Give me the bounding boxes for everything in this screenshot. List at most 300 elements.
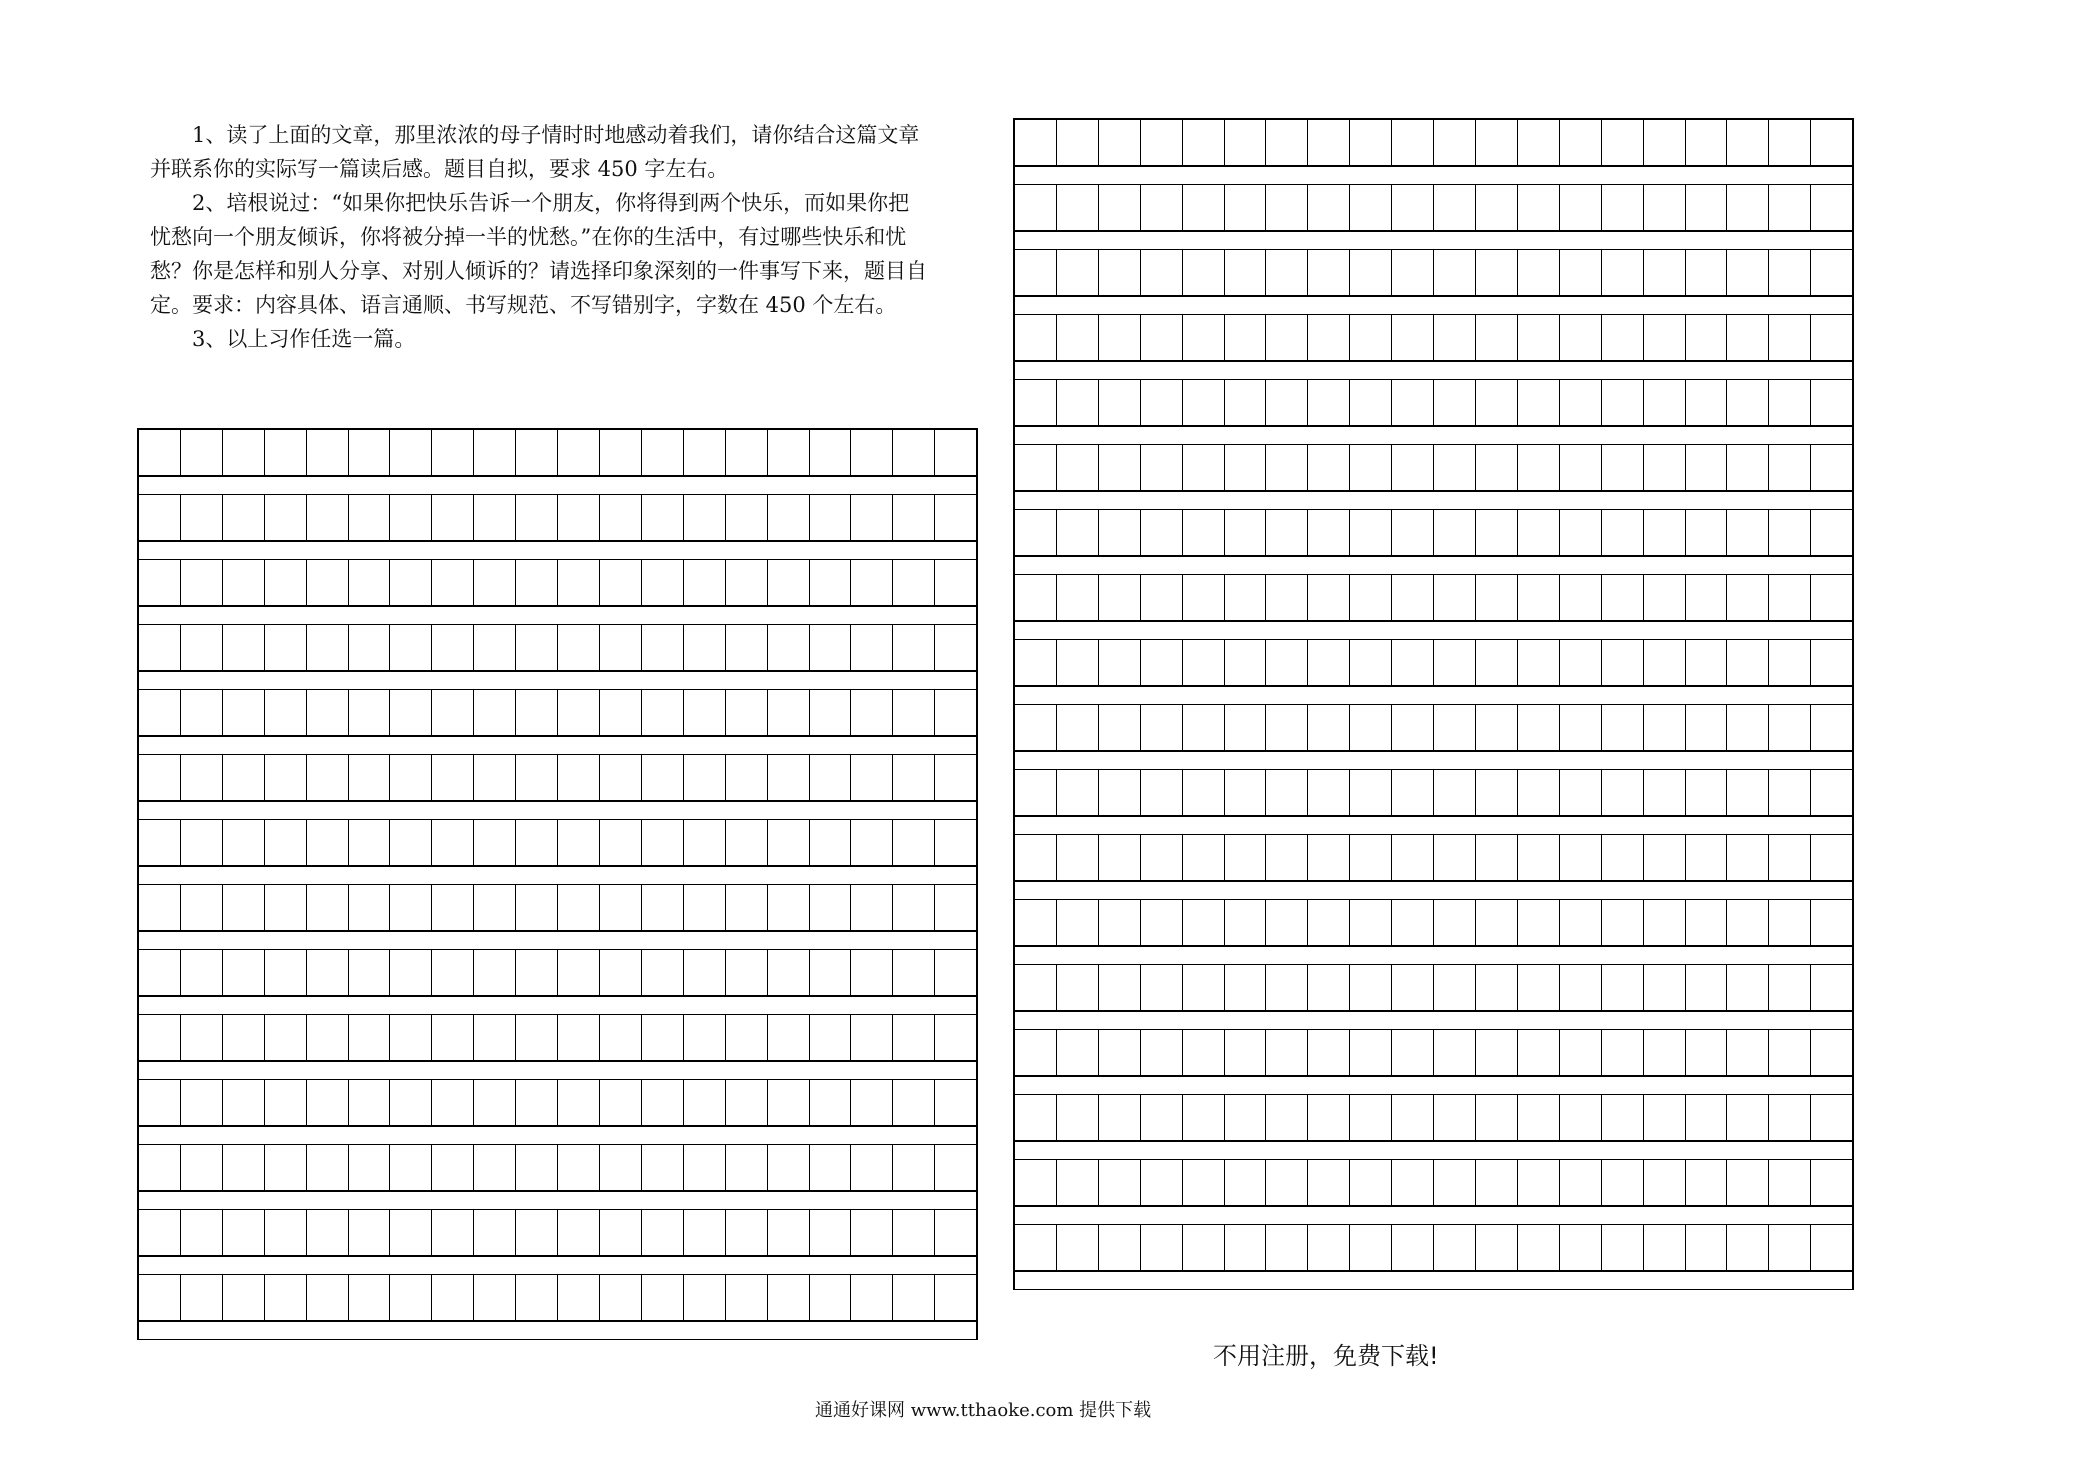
grid-cell[interactable] (1476, 445, 1518, 491)
grid-cell[interactable] (139, 1015, 181, 1061)
grid-cell[interactable] (1518, 835, 1560, 881)
grid-cell[interactable] (558, 560, 600, 606)
grid-cell[interactable] (1560, 1160, 1602, 1206)
grid-cell[interactable] (1350, 900, 1392, 946)
grid-cell[interactable] (1644, 1095, 1686, 1141)
grid-cell[interactable] (851, 885, 893, 931)
grid-cell[interactable] (307, 950, 349, 996)
grid-cell[interactable] (474, 560, 516, 606)
grid-cell[interactable] (1727, 575, 1769, 621)
grid-cell[interactable] (1392, 965, 1434, 1011)
grid-cell[interactable] (1811, 1030, 1852, 1076)
grid-cell[interactable] (223, 885, 265, 931)
grid-cell[interactable] (684, 625, 726, 671)
grid-cell[interactable] (432, 430, 474, 476)
grid-cell[interactable] (307, 625, 349, 671)
grid-cell[interactable] (558, 885, 600, 931)
grid-cell[interactable] (1057, 250, 1099, 296)
grid-cell[interactable] (349, 690, 391, 736)
grid-cell[interactable] (558, 625, 600, 671)
grid-cell[interactable] (223, 1015, 265, 1061)
grid-cell[interactable] (139, 885, 181, 931)
grid-cell[interactable] (684, 755, 726, 801)
grid-cell[interactable] (600, 755, 642, 801)
grid-cell[interactable] (516, 495, 558, 541)
grid-cell[interactable] (1602, 120, 1644, 166)
grid-cell[interactable] (139, 1145, 181, 1191)
grid-cell[interactable] (1183, 770, 1225, 816)
grid-cell[interactable] (1392, 1225, 1434, 1271)
grid-cell[interactable] (1434, 1225, 1476, 1271)
grid-cell[interactable] (1057, 900, 1099, 946)
grid-cell[interactable] (684, 1145, 726, 1191)
grid-cell[interactable] (1518, 1030, 1560, 1076)
grid-cell[interactable] (1644, 380, 1686, 426)
grid-cell[interactable] (851, 560, 893, 606)
grid-cell[interactable] (810, 950, 852, 996)
grid-cell[interactable] (516, 885, 558, 931)
grid-cell[interactable] (558, 1015, 600, 1061)
grid-cell[interactable] (1560, 380, 1602, 426)
grid-cell[interactable] (1392, 185, 1434, 231)
grid-cell[interactable] (1057, 445, 1099, 491)
grid-cell[interactable] (474, 885, 516, 931)
grid-cell[interactable] (726, 1015, 768, 1061)
grid-cell[interactable] (1225, 835, 1267, 881)
grid-cell[interactable] (432, 690, 474, 736)
grid-cell[interactable] (1350, 1225, 1392, 1271)
grid-cell[interactable] (474, 495, 516, 541)
grid-cell[interactable] (1266, 1160, 1308, 1206)
grid-cell[interactable] (1686, 835, 1728, 881)
grid-cell[interactable] (1015, 1030, 1057, 1076)
grid-cell[interactable] (726, 690, 768, 736)
grid-cell[interactable] (1476, 185, 1518, 231)
grid-cell[interactable] (139, 495, 181, 541)
grid-cell[interactable] (1225, 900, 1267, 946)
grid-cell[interactable] (1266, 835, 1308, 881)
grid-cell[interactable] (1769, 185, 1811, 231)
grid-cell[interactable] (558, 950, 600, 996)
grid-cell[interactable] (1350, 510, 1392, 556)
grid-cell[interactable] (1811, 965, 1852, 1011)
grid-cell[interactable] (1225, 1160, 1267, 1206)
grid-cell[interactable] (1141, 965, 1183, 1011)
grid-cell[interactable] (600, 950, 642, 996)
grid-cell[interactable] (181, 625, 223, 671)
grid-cell[interactable] (1225, 770, 1267, 816)
grid-cell[interactable] (1141, 1225, 1183, 1271)
grid-cell[interactable] (1811, 770, 1852, 816)
grid-cell[interactable] (1350, 445, 1392, 491)
grid-cell[interactable] (1183, 1160, 1225, 1206)
grid-cell[interactable] (265, 625, 307, 671)
grid-cell[interactable] (516, 950, 558, 996)
grid-cell[interactable] (139, 820, 181, 866)
grid-cell[interactable] (1141, 1030, 1183, 1076)
grid-cell[interactable] (307, 560, 349, 606)
grid-cell[interactable] (1434, 835, 1476, 881)
grid-cell[interactable] (1183, 315, 1225, 361)
grid-cell[interactable] (1476, 640, 1518, 686)
grid-cell[interactable] (265, 820, 307, 866)
grid-cell[interactable] (1015, 640, 1057, 686)
grid-cell[interactable] (390, 1080, 432, 1126)
grid-cell[interactable] (139, 1210, 181, 1256)
grid-cell[interactable] (1602, 640, 1644, 686)
grid-cell[interactable] (893, 950, 935, 996)
grid-cell[interactable] (642, 690, 684, 736)
grid-cell[interactable] (1141, 575, 1183, 621)
grid-cell[interactable] (432, 560, 474, 606)
grid-cell[interactable] (139, 560, 181, 606)
grid-cell[interactable] (1434, 770, 1476, 816)
grid-cell[interactable] (1141, 120, 1183, 166)
grid-cell[interactable] (1225, 1095, 1267, 1141)
grid-cell[interactable] (768, 1275, 810, 1321)
grid-cell[interactable] (349, 820, 391, 866)
grid-cell[interactable] (1727, 965, 1769, 1011)
grid-cell[interactable] (1686, 965, 1728, 1011)
grid-cell[interactable] (726, 885, 768, 931)
grid-cell[interactable] (265, 950, 307, 996)
grid-cell[interactable] (1727, 1095, 1769, 1141)
grid-cell[interactable] (1266, 900, 1308, 946)
grid-cell[interactable] (1811, 1225, 1852, 1271)
grid-cell[interactable] (181, 430, 223, 476)
grid-cell[interactable] (935, 1275, 976, 1321)
grid-cell[interactable] (1015, 1160, 1057, 1206)
grid-cell[interactable] (139, 950, 181, 996)
grid-cell[interactable] (1560, 900, 1602, 946)
grid-cell[interactable] (1057, 705, 1099, 751)
grid-cell[interactable] (390, 495, 432, 541)
grid-cell[interactable] (642, 1275, 684, 1321)
grid-cell[interactable] (1434, 705, 1476, 751)
grid-cell[interactable] (1183, 380, 1225, 426)
grid-cell[interactable] (1602, 185, 1644, 231)
grid-cell[interactable] (893, 495, 935, 541)
grid-cell[interactable] (1644, 770, 1686, 816)
grid-cell[interactable] (1811, 1160, 1852, 1206)
grid-cell[interactable] (642, 1015, 684, 1061)
grid-cell[interactable] (893, 1015, 935, 1061)
grid-cell[interactable] (1308, 1160, 1350, 1206)
grid-cell[interactable] (1727, 510, 1769, 556)
grid-cell[interactable] (684, 950, 726, 996)
grid-cell[interactable] (1769, 705, 1811, 751)
grid-cell[interactable] (265, 885, 307, 931)
grid-cell[interactable] (1602, 250, 1644, 296)
grid-cell[interactable] (1099, 900, 1141, 946)
grid-cell[interactable] (1099, 315, 1141, 361)
grid-cell[interactable] (1015, 445, 1057, 491)
grid-cell[interactable] (1392, 250, 1434, 296)
grid-cell[interactable] (1308, 380, 1350, 426)
grid-cell[interactable] (516, 1275, 558, 1321)
grid-cell[interactable] (642, 1210, 684, 1256)
grid-cell[interactable] (223, 755, 265, 801)
grid-cell[interactable] (1308, 965, 1350, 1011)
grid-cell[interactable] (432, 885, 474, 931)
grid-cell[interactable] (1686, 380, 1728, 426)
grid-cell[interactable] (1308, 120, 1350, 166)
grid-cell[interactable] (684, 820, 726, 866)
grid-cell[interactable] (893, 625, 935, 671)
grid-cell[interactable] (1392, 1095, 1434, 1141)
grid-cell[interactable] (810, 1015, 852, 1061)
grid-cell[interactable] (1350, 120, 1392, 166)
grid-cell[interactable] (1811, 120, 1852, 166)
grid-cell[interactable] (600, 885, 642, 931)
grid-cell[interactable] (1392, 1160, 1434, 1206)
grid-cell[interactable] (726, 755, 768, 801)
grid-cell[interactable] (1560, 510, 1602, 556)
grid-cell[interactable] (223, 430, 265, 476)
grid-cell[interactable] (432, 950, 474, 996)
grid-cell[interactable] (1769, 900, 1811, 946)
grid-cell[interactable] (1225, 640, 1267, 686)
grid-cell[interactable] (642, 755, 684, 801)
grid-cell[interactable] (1434, 575, 1476, 621)
grid-cell[interactable] (1727, 900, 1769, 946)
grid-cell[interactable] (1602, 1095, 1644, 1141)
grid-cell[interactable] (1811, 250, 1852, 296)
grid-cell[interactable] (1015, 965, 1057, 1011)
grid-cell[interactable] (1099, 965, 1141, 1011)
grid-cell[interactable] (1518, 185, 1560, 231)
grid-cell[interactable] (1560, 1095, 1602, 1141)
grid-cell[interactable] (307, 1145, 349, 1191)
grid-cell[interactable] (1602, 835, 1644, 881)
grid-cell[interactable] (1183, 900, 1225, 946)
grid-cell[interactable] (1518, 900, 1560, 946)
grid-cell[interactable] (1518, 120, 1560, 166)
grid-cell[interactable] (1350, 640, 1392, 686)
grid-cell[interactable] (642, 820, 684, 866)
grid-cell[interactable] (1141, 1160, 1183, 1206)
grid-cell[interactable] (432, 1210, 474, 1256)
grid-cell[interactable] (1350, 185, 1392, 231)
grid-cell[interactable] (726, 1080, 768, 1126)
grid-cell[interactable] (1518, 510, 1560, 556)
grid-cell[interactable] (1769, 835, 1811, 881)
grid-cell[interactable] (1727, 1160, 1769, 1206)
grid-cell[interactable] (139, 690, 181, 736)
grid-cell[interactable] (432, 755, 474, 801)
grid-cell[interactable] (1560, 575, 1602, 621)
grid-cell[interactable] (893, 820, 935, 866)
grid-cell[interactable] (1392, 835, 1434, 881)
grid-cell[interactable] (1560, 185, 1602, 231)
grid-cell[interactable] (935, 1145, 976, 1191)
grid-cell[interactable] (1434, 965, 1476, 1011)
grid-cell[interactable] (349, 625, 391, 671)
grid-cell[interactable] (1518, 1225, 1560, 1271)
grid-cell[interactable] (1099, 510, 1141, 556)
grid-cell[interactable] (1811, 315, 1852, 361)
grid-cell[interactable] (1350, 380, 1392, 426)
grid-cell[interactable] (1350, 1160, 1392, 1206)
grid-cell[interactable] (349, 495, 391, 541)
grid-cell[interactable] (810, 1080, 852, 1126)
grid-cell[interactable] (1266, 965, 1308, 1011)
grid-cell[interactable] (935, 430, 976, 476)
grid-cell[interactable] (726, 1145, 768, 1191)
grid-cell[interactable] (181, 560, 223, 606)
grid-cell[interactable] (307, 820, 349, 866)
grid-cell[interactable] (1644, 510, 1686, 556)
grid-cell[interactable] (1015, 1225, 1057, 1271)
grid-cell[interactable] (684, 1015, 726, 1061)
grid-cell[interactable] (810, 755, 852, 801)
grid-cell[interactable] (558, 1080, 600, 1126)
grid-cell[interactable] (1686, 770, 1728, 816)
grid-cell[interactable] (1392, 770, 1434, 816)
grid-cell[interactable] (768, 950, 810, 996)
grid-cell[interactable] (810, 1275, 852, 1321)
grid-cell[interactable] (851, 950, 893, 996)
grid-cell[interactable] (684, 495, 726, 541)
grid-cell[interactable] (1350, 575, 1392, 621)
grid-cell[interactable] (851, 495, 893, 541)
grid-cell[interactable] (935, 495, 976, 541)
grid-cell[interactable] (1266, 770, 1308, 816)
grid-cell[interactable] (1560, 250, 1602, 296)
grid-cell[interactable] (1308, 1225, 1350, 1271)
grid-cell[interactable] (1225, 380, 1267, 426)
grid-cell[interactable] (768, 1080, 810, 1126)
grid-cell[interactable] (1602, 1225, 1644, 1271)
grid-cell[interactable] (600, 1080, 642, 1126)
grid-cell[interactable] (1141, 1095, 1183, 1141)
grid-cell[interactable] (810, 430, 852, 476)
grid-cell[interactable] (1518, 705, 1560, 751)
grid-cell[interactable] (307, 1275, 349, 1321)
grid-cell[interactable] (516, 1145, 558, 1191)
grid-cell[interactable] (516, 1210, 558, 1256)
grid-cell[interactable] (181, 885, 223, 931)
grid-cell[interactable] (1686, 705, 1728, 751)
grid-cell[interactable] (1015, 900, 1057, 946)
grid-cell[interactable] (1392, 575, 1434, 621)
grid-cell[interactable] (684, 560, 726, 606)
grid-cell[interactable] (1183, 575, 1225, 621)
grid-cell[interactable] (642, 1080, 684, 1126)
grid-cell[interactable] (1183, 705, 1225, 751)
grid-cell[interactable] (1686, 510, 1728, 556)
grid-cell[interactable] (1476, 705, 1518, 751)
grid-cell[interactable] (349, 1080, 391, 1126)
grid-cell[interactable] (1183, 510, 1225, 556)
grid-cell[interactable] (1266, 315, 1308, 361)
grid-cell[interactable] (265, 495, 307, 541)
grid-cell[interactable] (642, 1145, 684, 1191)
grid-cell[interactable] (1518, 250, 1560, 296)
grid-cell[interactable] (1476, 900, 1518, 946)
grid-cell[interactable] (1057, 770, 1099, 816)
grid-cell[interactable] (307, 1210, 349, 1256)
grid-cell[interactable] (600, 690, 642, 736)
grid-cell[interactable] (851, 1015, 893, 1061)
grid-cell[interactable] (935, 690, 976, 736)
grid-cell[interactable] (1769, 1095, 1811, 1141)
grid-cell[interactable] (516, 690, 558, 736)
grid-cell[interactable] (893, 1145, 935, 1191)
grid-cell[interactable] (1518, 965, 1560, 1011)
grid-cell[interactable] (1057, 1030, 1099, 1076)
grid-cell[interactable] (1518, 380, 1560, 426)
grid-cell[interactable] (893, 885, 935, 931)
grid-cell[interactable] (1392, 445, 1434, 491)
grid-cell[interactable] (1602, 1160, 1644, 1206)
grid-cell[interactable] (1015, 250, 1057, 296)
grid-cell[interactable] (1183, 1225, 1225, 1271)
grid-cell[interactable] (390, 1015, 432, 1061)
grid-cell[interactable] (1602, 445, 1644, 491)
grid-cell[interactable] (139, 1080, 181, 1126)
grid-cell[interactable] (139, 1275, 181, 1321)
grid-cell[interactable] (558, 430, 600, 476)
grid-cell[interactable] (558, 495, 600, 541)
grid-cell[interactable] (181, 820, 223, 866)
grid-cell[interactable] (1266, 185, 1308, 231)
grid-cell[interactable] (935, 1210, 976, 1256)
grid-cell[interactable] (1057, 640, 1099, 686)
grid-cell[interactable] (349, 560, 391, 606)
grid-cell[interactable] (1560, 1030, 1602, 1076)
grid-cell[interactable] (1727, 1225, 1769, 1271)
grid-cell[interactable] (1560, 835, 1602, 881)
grid-cell[interactable] (1811, 575, 1852, 621)
grid-cell[interactable] (1811, 380, 1852, 426)
grid-cell[interactable] (349, 1015, 391, 1061)
grid-cell[interactable] (726, 430, 768, 476)
grid-cell[interactable] (1266, 1225, 1308, 1271)
grid-cell[interactable] (139, 755, 181, 801)
grid-cell[interactable] (432, 1080, 474, 1126)
grid-cell[interactable] (223, 1275, 265, 1321)
grid-cell[interactable] (1225, 250, 1267, 296)
grid-cell[interactable] (223, 1145, 265, 1191)
grid-cell[interactable] (1644, 185, 1686, 231)
grid-cell[interactable] (1769, 575, 1811, 621)
grid-cell[interactable] (1099, 1030, 1141, 1076)
grid-cell[interactable] (390, 690, 432, 736)
grid-cell[interactable] (893, 560, 935, 606)
grid-cell[interactable] (768, 820, 810, 866)
grid-cell[interactable] (1560, 315, 1602, 361)
grid-cell[interactable] (390, 625, 432, 671)
grid-cell[interactable] (1644, 965, 1686, 1011)
grid-cell[interactable] (1727, 380, 1769, 426)
grid-cell[interactable] (432, 1015, 474, 1061)
grid-cell[interactable] (642, 625, 684, 671)
grid-cell[interactable] (390, 1210, 432, 1256)
grid-cell[interactable] (935, 1015, 976, 1061)
grid-cell[interactable] (1811, 185, 1852, 231)
grid-cell[interactable] (1183, 1030, 1225, 1076)
grid-cell[interactable] (223, 820, 265, 866)
grid-cell[interactable] (893, 430, 935, 476)
grid-cell[interactable] (516, 1080, 558, 1126)
grid-cell[interactable] (1811, 1095, 1852, 1141)
grid-cell[interactable] (1811, 835, 1852, 881)
grid-cell[interactable] (1099, 445, 1141, 491)
grid-cell[interactable] (893, 755, 935, 801)
grid-cell[interactable] (1266, 120, 1308, 166)
grid-cell[interactable] (768, 560, 810, 606)
